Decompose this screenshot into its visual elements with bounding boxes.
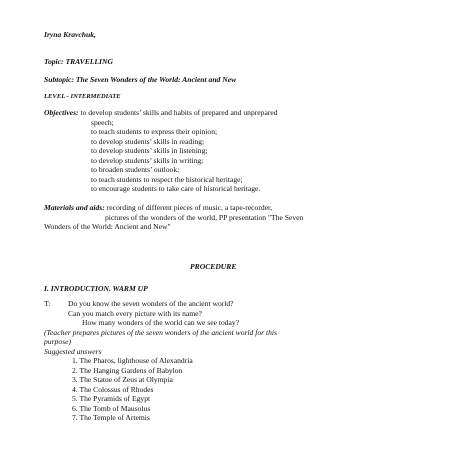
materials-line2: pictures of the wonders of the world, PP presentation "The Seven xyxy=(105,212,304,222)
objectives-first-line xyxy=(44,108,278,118)
list-item: 5. The Pyramids of Egypt xyxy=(72,394,151,403)
materials-label: Materials and aids: xyxy=(44,203,105,212)
objective-item: to encourage students to take care of historical heritage. xyxy=(91,184,261,193)
materials-line3: Wonders of the World: Ancient and New" xyxy=(44,222,171,231)
objective-item: to develop students’ skills in listening; xyxy=(91,146,208,155)
author-name: Iryna Kravchuk, xyxy=(44,30,96,39)
procedure-heading: PROCEDURE xyxy=(190,262,237,271)
objective-item: to teach students to respect the historical heritage; xyxy=(91,174,243,184)
teacher-note: (Teacher prepares pictures of the seven wonders of the ancient world for this xyxy=(44,327,277,337)
materials-line1: recording of different pieces of music, a tape-recorder, xyxy=(106,203,273,212)
topic-line: Topic: TRAVELLING xyxy=(44,57,113,66)
list-item: 2. The Hanging Gardens of Babylon xyxy=(72,365,183,375)
list-item: 4. The Colossus of Rhodes xyxy=(72,384,154,394)
question-line: Do you know the seven wonders of the ancient world? xyxy=(68,299,234,308)
objectives-first: to develop students’ skills and habits of prepared and unprepared xyxy=(80,108,278,117)
question-line: Can you match every picture with its name? xyxy=(68,308,202,318)
subtopic-line: Subtopic: The Seven Wonders of the World: Ancient and New xyxy=(44,75,237,84)
materials-first-line xyxy=(44,203,272,213)
teacher-label: T: xyxy=(44,299,51,308)
objective-item: to develop students’ skills in reading; xyxy=(91,136,205,146)
section-heading: I. INTRODUCTION. WARM UP xyxy=(44,284,148,293)
list-item: 7. The Temple of Artemis xyxy=(72,413,150,422)
objectives-label: Objectives: xyxy=(44,108,79,117)
answers-label: Suggested answers xyxy=(44,346,102,356)
list-item: 1. The Pharos, lighthouse of Alexandria xyxy=(72,356,193,365)
objective-item: to teach students to express their opinion; xyxy=(91,127,218,136)
objective-item: to develop students’ skills in writing; xyxy=(91,155,204,165)
list-item: 6. The Tomb of Mausolus xyxy=(72,403,151,413)
teacher-note-cont: purpose) xyxy=(44,337,71,346)
objective-item: to broaden students’ outlook; xyxy=(91,165,180,174)
question-line: How many wonders of the world can we see today? xyxy=(82,318,240,327)
level-line: LEVEL - INTERMEDIATE xyxy=(44,93,121,100)
list-item: 3. The Statue of Zeus at Olympia xyxy=(72,375,173,384)
objectives-first-cont: speech; xyxy=(91,117,114,127)
